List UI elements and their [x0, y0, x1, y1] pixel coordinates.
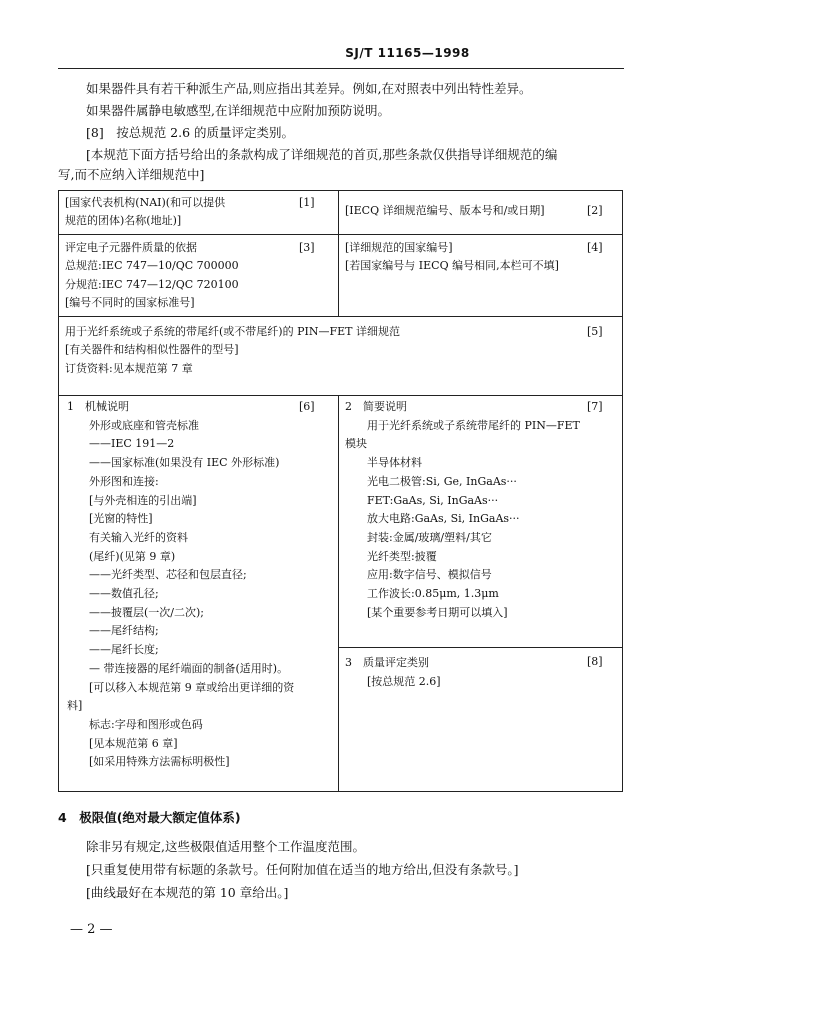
clause-tag-6: [6] [299, 400, 315, 413]
cell-line: 光电二极管:Si, Ge, InGaAs··· [345, 474, 517, 488]
section-4-line-1: 除非另有规定,这些极限值适用整个工作温度范围。 [86, 839, 365, 854]
cell-line: [按总规范 2.6] [345, 675, 441, 688]
clause-tag-7: [7] [587, 400, 603, 413]
cell-line: [有关器件和结构相似性器件的型号] [65, 343, 239, 357]
cell-line: 应用:数字信号、模拟信号 [345, 568, 492, 582]
cell-line: 用于光纤系统或子系统的带尾纤(或不带尾纤)的 PIN—FET 详细规范 [65, 325, 400, 338]
cell-line: [某个重要参考日期可以填入] [345, 605, 508, 619]
cell-quality-basis [65, 239, 239, 313]
cell-line: ——数值孔径; [67, 587, 159, 601]
cell-line: 2 简要说明 [345, 400, 407, 413]
section-4-line-2: [只重复使用带有标题的条款号。任何附加值在适当的地方给出,但没有条款号。] [86, 862, 519, 877]
cell-line: [编号不同时的国家标准号] [65, 296, 195, 310]
cell-spec-title [65, 323, 400, 378]
cell-line: (尾纤)(见第 9 章) [67, 549, 176, 563]
cell-brief-description [345, 398, 580, 622]
clause-tag-3: [3] [299, 241, 315, 254]
cell-line: 外形图和连接: [67, 474, 159, 488]
column-divider [338, 395, 339, 791]
clause-tag-8: [8] [587, 655, 603, 668]
cell-line: 模块 [345, 437, 367, 451]
cell-line: [光窗的特性] [67, 512, 153, 526]
cell-line: 有关输入光纤的资料 [67, 530, 188, 544]
cell-nai-name [65, 194, 225, 231]
cell-line: 订货资料:见本规范第 7 章 [65, 361, 193, 375]
cell-line: ——尾纤结构; [67, 624, 159, 638]
cell-line: 总规范:IEC 747—10/QC 700000 [65, 259, 239, 273]
row-divider [59, 316, 622, 317]
intro-line-3: [8] 按总规范 2.6 的质量评定类别。 [86, 125, 295, 140]
clause-tag-5: [5] [587, 325, 603, 338]
row-divider [59, 234, 622, 235]
cell-line: 料] [67, 699, 83, 713]
cell-line: 用于光纤系统或子系统带尾纤的 PIN—FET [345, 418, 580, 432]
row-divider [59, 395, 622, 396]
cell-iecq-number [345, 202, 545, 220]
document-code-header: SJ/T 11165—1998 [345, 46, 470, 60]
cell-mechanical-description [67, 398, 294, 772]
cell-quality-category [345, 653, 441, 691]
cell-line: [国家代表机构(NAI)(和可以提供 [65, 196, 226, 209]
cell-line: ——IEC 191—2 [67, 437, 175, 451]
cell-line: FET:GaAs, Si, InGaAs··· [345, 493, 499, 507]
clause-tag-2: [2] [587, 204, 603, 217]
clause-tag-4: [4] [587, 241, 603, 254]
cell-national-number [345, 239, 559, 276]
section-4-heading: 4 极限值(绝对最大额定值体系) [58, 810, 241, 825]
cell-line: 3 质量评定类别 [345, 656, 429, 669]
cell-line: — 带连接器的尾纤端面的制备(适用时)。 [67, 661, 289, 675]
cell-line: ——光纤类型、芯径和包层直径; [67, 568, 247, 582]
intro-line-1: 如果器件具有若干种派生产品,则应指出其差异。例如,在对照表中列出特性差异。 [86, 81, 532, 96]
clause-tag-1: [1] [299, 196, 315, 209]
cell-line: [IECQ 详细规范编号、版本号和/或日期] [345, 204, 545, 217]
cell-line: 封装:金属/玻璃/塑料/其它 [345, 530, 492, 544]
cell-line: 半导体材料 [345, 456, 422, 470]
cell-divider [338, 647, 622, 648]
cell-line: 分规范:IEC 747—12/QC 720100 [65, 277, 239, 291]
cell-line: 工作波长:0.85μm, 1.3μm [345, 587, 499, 601]
cell-line: 外形或底座和管壳标准 [67, 418, 199, 432]
header-rule [58, 68, 624, 69]
intro-line-5: 写,而不应纳入详细规范中] [58, 167, 205, 182]
cell-line: 放大电路:GaAs, Si, InGaAs··· [345, 512, 520, 526]
intro-line-2: 如果器件属静电敏感型,在详细规范中应附加预防说明。 [86, 103, 390, 118]
section-4-line-3: [曲线最好在本规范的第 10 章给出。] [86, 885, 289, 900]
cell-line: ——国家标准(如果没有 IEC 外形标准) [67, 456, 280, 470]
cell-line: [若国家编号与 IECQ 编号相同,本栏可不填] [345, 259, 559, 273]
cell-line: [如采用特殊方法需标明极性] [67, 755, 230, 769]
cell-line: ——尾纤长度; [67, 643, 159, 657]
cell-line: 规范的团体)名称(地址)] [65, 214, 182, 228]
intro-line-4: [本规范下面方括号给出的条款构成了详细规范的首页,那些条款仅供指导详细规范的编 [86, 147, 558, 162]
cell-line: 标志:字母和图形或色码 [67, 717, 203, 731]
cell-line: 1 机械说明 [67, 400, 129, 413]
detail-spec-first-page-table [58, 190, 623, 792]
column-divider [338, 191, 339, 316]
cell-line: 评定电子元器件质量的依据 [65, 241, 197, 254]
cell-line: [可以移入本规范第 9 章或给出更详细的资 [67, 680, 295, 694]
page-number: — 2 — [70, 922, 113, 937]
cell-line: 光纤类型:披覆 [345, 549, 437, 563]
cell-line: [见本规范第 6 章] [67, 736, 178, 750]
cell-line: ——披覆层(一次/二次); [67, 605, 204, 619]
cell-line: [与外壳相连的引出端] [67, 493, 197, 507]
cell-line: [详细规范的国家编号] [345, 241, 453, 254]
